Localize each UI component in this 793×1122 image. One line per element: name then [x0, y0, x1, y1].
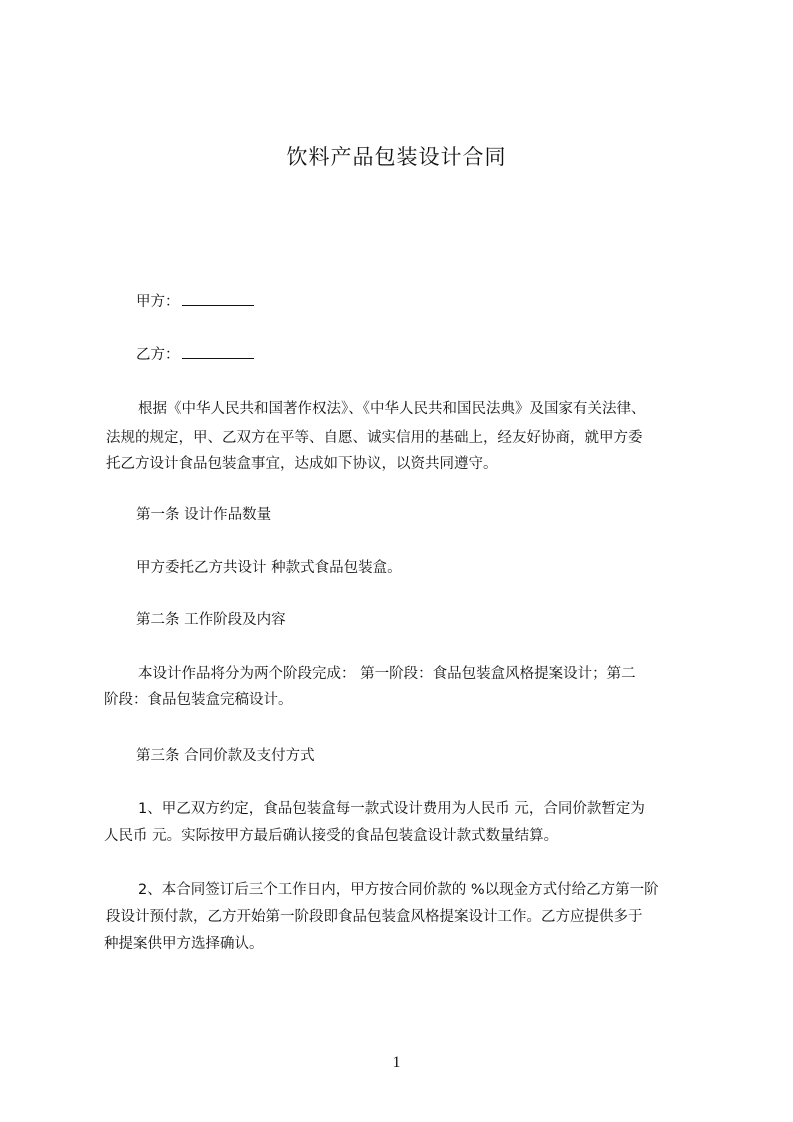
article-2-heading: 第二条 工作阶段及内容	[136, 612, 286, 628]
article-3-item-1-line-1: 1、甲乙双方约定，食品包装盒每一款式设计费用为人民币 元，合同价款暂定为	[138, 801, 645, 817]
party-a-blank	[182, 291, 254, 306]
party-b-label: 乙方：	[136, 347, 180, 363]
article-1-heading: 第一条 设计作品数量	[136, 507, 272, 523]
article-2-body-line-2: 阶段：食品包装盒完稿设计。	[104, 692, 293, 708]
party-a-line	[136, 291, 736, 312]
party-a-label: 甲方：	[136, 294, 180, 310]
party-b-blank	[182, 344, 254, 359]
article-1-body: 甲方委托乙方共设计 种款式食品包装盒。	[136, 560, 402, 576]
article-3-item-1-line-2: 人民币 元。实际按甲方最后确认接受的食品包装盒设计款式数量结算。	[104, 828, 559, 844]
article-3-item-2-line-3: 种提案供甲方选择确认。	[104, 936, 264, 952]
article-3-item-2-line-1: 2、本合同签订后三个工作日内，甲方按合同价款的 %以现金方式付给乙方第一阶	[138, 882, 659, 898]
article-3-item-2-line-2: 段设计预付款，乙方开始第一阶段即食品包装盒风格提案设计工作。乙方应提供多于	[106, 909, 643, 925]
preamble-line-2: 法规的规定，甲、乙双方在平等、自愿、诚实信用的基础上，经友好协商，就甲方委	[106, 430, 643, 446]
preamble-line-3: 托乙方设计食品包装盒事宜，达成如下协议，以资共同遵守。	[106, 456, 498, 472]
contract-title: 饮料产品包装设计合同	[286, 145, 507, 169]
party-b-line	[136, 344, 736, 365]
page-number: 1	[392, 1054, 401, 1071]
article-2-body-line-1: 本设计作品将分为两个阶段完成： 第一阶段：食品包装盒风格提案设计；第二	[138, 666, 636, 682]
preamble-line-1: 根据《中华人民共和国著作权法》、《中华人民共和国民法典》及国家有关法律、	[138, 401, 646, 417]
article-3-heading: 第三条 合同价款及支付方式	[136, 748, 315, 764]
